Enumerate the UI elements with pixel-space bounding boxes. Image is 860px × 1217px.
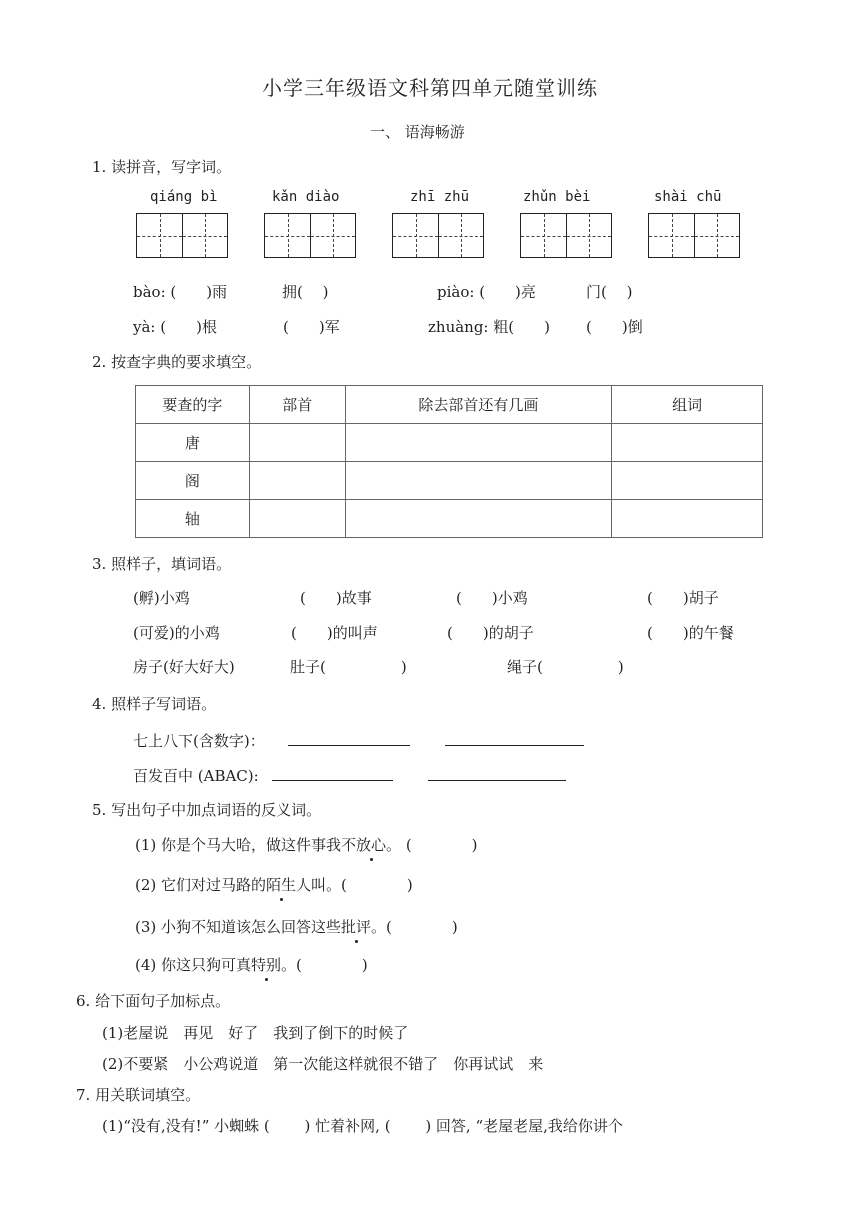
- page-title: 小学三年级语文科第四单元随堂训练: [262, 76, 598, 100]
- dotted-word: 特别: [251, 956, 282, 974]
- answer-line[interactable]: [445, 729, 584, 746]
- dotted-word: 放心: [356, 836, 387, 854]
- pinyin-5: shài chū: [654, 189, 722, 205]
- sentence-text: 。( ): [281, 956, 368, 974]
- table-cell-char: 阁: [136, 462, 250, 500]
- dotted-word: 陌生: [266, 876, 297, 894]
- sentence-text: (1) 你是个马大哈，做这件事我不: [135, 836, 357, 854]
- tianzige-box-4[interactable]: [520, 213, 612, 258]
- tianzige-box-5[interactable]: [648, 213, 740, 258]
- sentence-text: 。( ): [371, 918, 458, 936]
- fill-item: (可爱)的小鸡: [133, 624, 220, 642]
- table-cell-char: 轴: [136, 500, 250, 538]
- answer-line[interactable]: [288, 729, 410, 746]
- question-4-label: 4. 照样子写词语。: [92, 695, 217, 713]
- question-6-label: 6. 给下面句子加标点。: [76, 992, 231, 1010]
- dictionary-table: [135, 385, 763, 538]
- fill-item: 绳子( ): [507, 658, 624, 676]
- table-cell-blank[interactable]: [249, 462, 345, 500]
- question-1-label: 1. 读拼音，写字词。: [92, 158, 232, 176]
- polyphone-item: bào: ( )雨: [133, 283, 228, 301]
- table-header: 除去部首还有几画: [345, 386, 612, 424]
- table-cell-blank[interactable]: [249, 424, 345, 462]
- pinyin-4: zhǔn bèi: [523, 189, 591, 205]
- fill-item: ( )的午餐: [647, 624, 734, 642]
- answer-line[interactable]: [272, 764, 393, 781]
- polyphone-item: ( )军: [283, 318, 340, 336]
- table-header-row: [136, 386, 763, 424]
- fill-item: ( )故事: [300, 589, 372, 607]
- table-row: [136, 462, 763, 500]
- question-3-label: 3. 照样子，填词语。: [92, 555, 232, 573]
- fill-item: (孵)小鸡: [133, 589, 190, 607]
- table-header: 部首: [249, 386, 345, 424]
- table-cell-char: 唐: [136, 424, 250, 462]
- table-cell-blank[interactable]: [345, 424, 612, 462]
- fill-item: 肚子( ): [290, 658, 407, 676]
- table-cell-blank[interactable]: [345, 500, 612, 538]
- conjunction-sentence-1: (1)“没有,没有!” 小蜘蛛 ( ) 忙着补网, ( ) 回答, “老屋老屋,我给你讲个: [102, 1117, 623, 1135]
- punctuation-sentence-2: (2)不要紧 小公鸡说道 第一次能这样就很不错了 你再试试 来: [102, 1055, 544, 1073]
- table-cell-blank[interactable]: [249, 500, 345, 538]
- question-5-label: 5. 写出句子中加点词语的反义词。: [92, 801, 322, 819]
- fill-item: ( )的叫声: [291, 624, 378, 642]
- section-heading: 一、 语海畅游: [370, 123, 465, 141]
- dotted-word: 批评: [341, 918, 372, 936]
- sentence-text: 。 ( ): [386, 836, 478, 854]
- tianzige-box-3[interactable]: [392, 213, 484, 258]
- fill-item: ( )小鸡: [456, 589, 528, 607]
- word-pattern-2: 百发百中 (ABAC):: [133, 767, 259, 785]
- table-row: [136, 500, 763, 538]
- table-header: 要查的字: [136, 386, 250, 424]
- polyphone-item: ( )倒: [586, 318, 643, 336]
- table-row: [136, 424, 763, 462]
- table-header: 组词: [612, 386, 763, 424]
- question-2-label: 2. 按查字典的要求填空。: [92, 353, 262, 371]
- antonym-sentence-1: [135, 834, 478, 855]
- antonym-sentence-2: [135, 874, 413, 895]
- sentence-text: 人叫。( ): [296, 876, 413, 894]
- word-pattern-1: 七上八下(含数字)：: [133, 732, 265, 750]
- fill-item: ( )胡子: [647, 589, 719, 607]
- sentence-text: (3) 小狗不知道该怎么回答这些: [135, 918, 342, 936]
- fill-item: ( )的胡子: [447, 624, 534, 642]
- fill-item: 房子(好大好大): [133, 658, 235, 676]
- polyphone-item: 拥( ): [282, 283, 329, 301]
- pinyin-3: zhī zhū: [410, 189, 470, 205]
- punctuation-sentence-1: (1)老屋说 再见 好了 我到了倒下的时候了: [102, 1024, 409, 1042]
- table-cell-blank[interactable]: [612, 462, 763, 500]
- polyphone-item: yà: ( )根: [133, 318, 217, 336]
- question-7-label: 7. 用关联词填空。: [76, 1086, 201, 1104]
- sentence-text: (2) 它们对过马路的: [135, 876, 267, 894]
- pinyin-2: kǎn diào: [272, 189, 340, 205]
- answer-line[interactable]: [428, 764, 566, 781]
- sentence-text: (4) 你这只狗可真: [135, 956, 252, 974]
- pinyin-1: qiáng bì: [150, 189, 218, 205]
- table-cell-blank[interactable]: [345, 462, 612, 500]
- table-cell-blank[interactable]: [612, 500, 763, 538]
- tianzige-box-2[interactable]: [264, 213, 356, 258]
- tianzige-box-1[interactable]: [136, 213, 228, 258]
- polyphone-item: 门( ): [586, 283, 633, 301]
- antonym-sentence-3: [135, 916, 458, 937]
- polyphone-item: piào: ( )亮: [437, 283, 536, 301]
- polyphone-item: zhuàng: 粗( ): [428, 318, 550, 336]
- antonym-sentence-4: [135, 954, 368, 975]
- table-cell-blank[interactable]: [612, 424, 763, 462]
